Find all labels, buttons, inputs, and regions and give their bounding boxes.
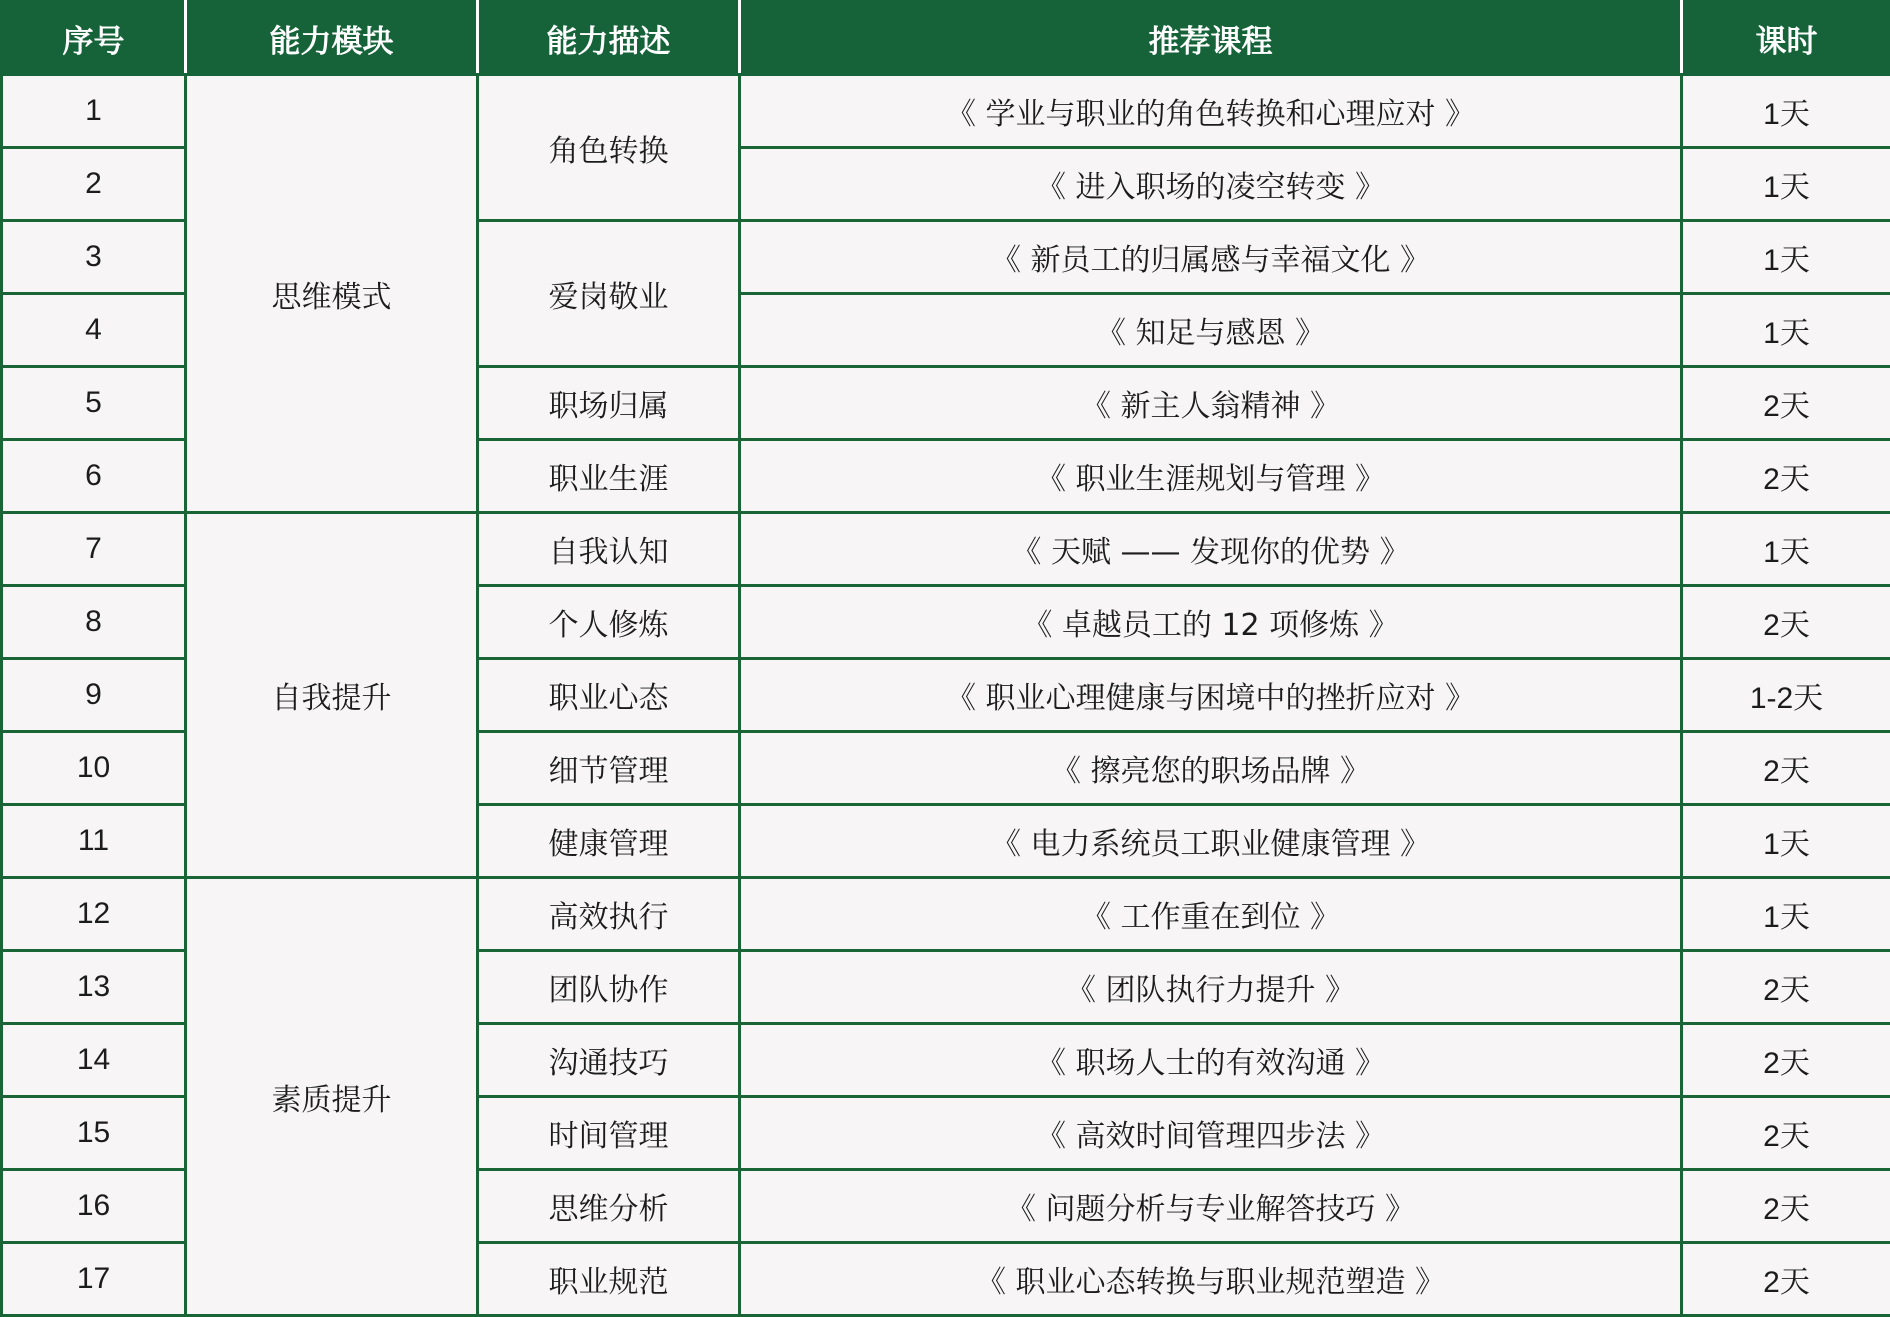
- course-title: 《 擦亮您的职场品牌 》: [740, 732, 1682, 805]
- row-index: 4: [2, 294, 186, 367]
- course-title: 《 学业与职业的角色转换和心理应对 》: [740, 75, 1682, 148]
- course-title: 《 新主人翁精神 》: [740, 367, 1682, 440]
- course-title: 《 职业生涯规划与管理 》: [740, 440, 1682, 513]
- ability-cell: 细节管理: [478, 732, 740, 805]
- row-index: 1: [2, 75, 186, 148]
- table-row: [2, 878, 1890, 951]
- course-title: 《 职业心态转换与职业规范塑造 》: [740, 1243, 1682, 1316]
- row-index: 5: [2, 367, 186, 440]
- ability-cell: 职场归属: [478, 367, 740, 440]
- ability-cell: 高效执行: [478, 878, 740, 951]
- course-title: 《 知足与感恩 》: [740, 294, 1682, 367]
- table-header-row: [2, 2, 1890, 75]
- row-index: 8: [2, 586, 186, 659]
- course-title: 《 天赋 —— 发现你的优势 》: [740, 513, 1682, 586]
- ability-cell: 沟通技巧: [478, 1024, 740, 1097]
- ability-cell: 爱岗敬业: [478, 221, 740, 367]
- row-index: 16: [2, 1170, 186, 1243]
- row-index: 14: [2, 1024, 186, 1097]
- row-index: 2: [2, 148, 186, 221]
- module-cell: 自我提升: [186, 513, 478, 878]
- row-index: 10: [2, 732, 186, 805]
- ability-cell: 健康管理: [478, 805, 740, 878]
- course-hours: 2天: [1682, 586, 1890, 659]
- course-title: 《 高效时间管理四步法 》: [740, 1097, 1682, 1170]
- row-index: 11: [2, 805, 186, 878]
- ability-cell: 角色转换: [478, 75, 740, 221]
- ability-cell: 时间管理: [478, 1097, 740, 1170]
- course-title: 《 新员工的归属感与幸福文化 》: [740, 221, 1682, 294]
- row-index: 12: [2, 878, 186, 951]
- row-index: 3: [2, 221, 186, 294]
- row-index: 6: [2, 440, 186, 513]
- course-hours: 2天: [1682, 1170, 1890, 1243]
- course-hours: 2天: [1682, 732, 1890, 805]
- course-hours: 1天: [1682, 75, 1890, 148]
- ability-cell: 自我认知: [478, 513, 740, 586]
- table-body: [2, 75, 1890, 1316]
- course-hours: 2天: [1682, 367, 1890, 440]
- course-title: 《 问题分析与专业解答技巧 》: [740, 1170, 1682, 1243]
- ability-cell: 职业规范: [478, 1243, 740, 1316]
- ability-cell: 团队协作: [478, 951, 740, 1024]
- course-title: 《 电力系统员工职业健康管理 》: [740, 805, 1682, 878]
- ability-cell: 职业心态: [478, 659, 740, 732]
- header-ability: 能力描述: [478, 2, 740, 75]
- table-row: [2, 75, 1890, 148]
- course-hours: 1天: [1682, 221, 1890, 294]
- ability-cell: 个人修炼: [478, 586, 740, 659]
- ability-cell: 思维分析: [478, 1170, 740, 1243]
- course-title: 《 进入职场的凌空转变 》: [740, 148, 1682, 221]
- row-index: 13: [2, 951, 186, 1024]
- course-hours: 1天: [1682, 148, 1890, 221]
- course-hours: 2天: [1682, 1243, 1890, 1316]
- course-hours: 1天: [1682, 513, 1890, 586]
- ability-cell: 职业生涯: [478, 440, 740, 513]
- course-title: 《 团队执行力提升 》: [740, 951, 1682, 1024]
- course-hours: 2天: [1682, 951, 1890, 1024]
- header-module: 能力模块: [186, 2, 478, 75]
- row-index: 15: [2, 1097, 186, 1170]
- course-title: 《 职业心理健康与困境中的挫折应对 》: [740, 659, 1682, 732]
- course-hours: 2天: [1682, 1024, 1890, 1097]
- module-cell: 思维模式: [186, 75, 478, 513]
- course-title: 《 卓越员工的 12 项修炼 》: [740, 586, 1682, 659]
- course-hours: 1天: [1682, 878, 1890, 951]
- course-title: 《 职场人士的有效沟通 》: [740, 1024, 1682, 1097]
- row-index: 17: [2, 1243, 186, 1316]
- row-index: 9: [2, 659, 186, 732]
- header-course: 推荐课程: [740, 2, 1682, 75]
- row-index: 7: [2, 513, 186, 586]
- course-hours: 1-2天: [1682, 659, 1890, 732]
- header-hours: 课时: [1682, 2, 1890, 75]
- course-title: 《 工作重在到位 》: [740, 878, 1682, 951]
- module-cell: 素质提升: [186, 878, 478, 1316]
- header-index: 序号: [2, 2, 186, 75]
- course-hours: 1天: [1682, 294, 1890, 367]
- course-hours: 2天: [1682, 440, 1890, 513]
- table-row: [2, 513, 1890, 586]
- course-hours: 2天: [1682, 1097, 1890, 1170]
- course-hours: 1天: [1682, 805, 1890, 878]
